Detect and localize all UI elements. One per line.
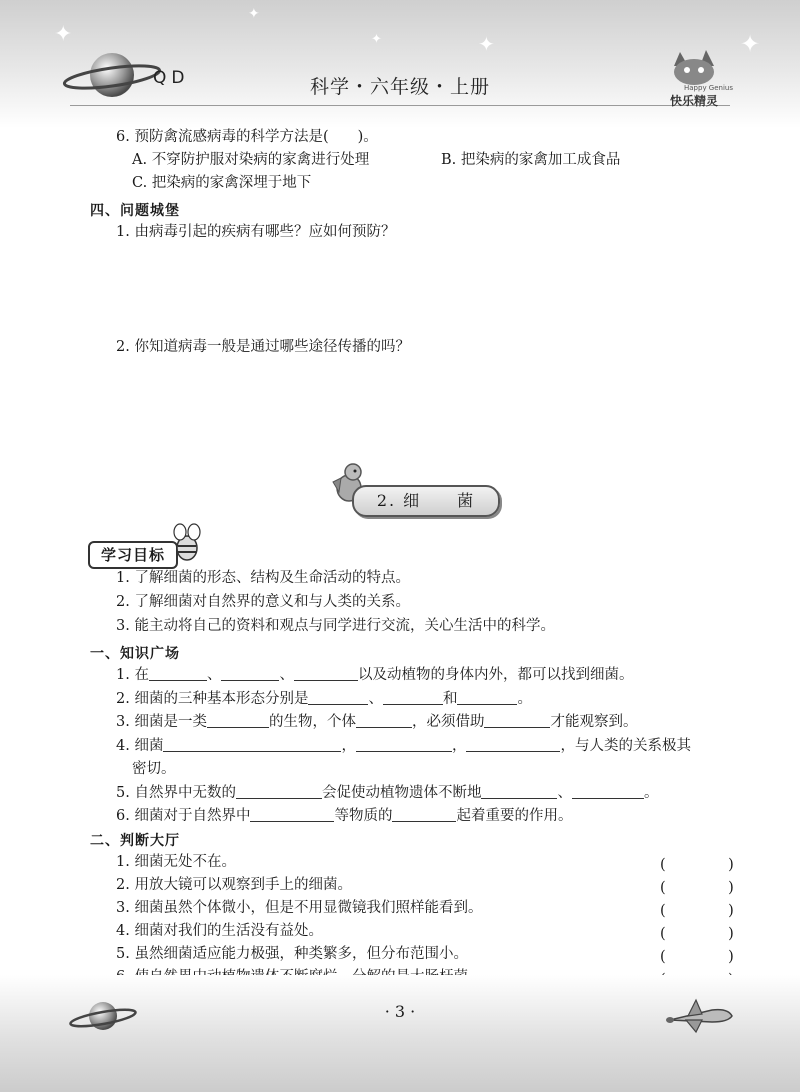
fill-text: 和: [442, 691, 458, 707]
book-title: 科学・六年级・上册: [309, 76, 490, 98]
answer-paren[interactable]: ( ): [660, 903, 758, 919]
fill-text: 的生物，个体: [268, 714, 356, 730]
goal-item: 1. 了解细菌的形态、结构及生命活动的特点。: [116, 570, 410, 586]
fill-line-1: [116, 666, 633, 684]
question-6-stem: 6. 预防禽流感病毒的科学方法是( )。: [116, 129, 378, 145]
answer-blank[interactable]: [163, 737, 341, 752]
fox-mascot-icon: [660, 48, 730, 88]
sparkle-icon: ✦: [371, 32, 382, 47]
fill-text: 6. 细菌对于自然界中: [116, 808, 251, 824]
answer-blank[interactable]: [356, 713, 412, 728]
header-divider: [70, 105, 730, 106]
section-4-question-2: 2. 你知道病毒一般是通过哪些途径传播的吗？: [116, 339, 410, 355]
judge-item: 4. 细菌对我们的生活没有益处。: [116, 923, 323, 939]
fill-line-4-cont: 密切。: [132, 761, 176, 777]
answer-paren[interactable]: ( ): [660, 880, 758, 896]
answer-blank[interactable]: [484, 713, 550, 728]
fill-text: 以及动植物的身体内外，都可以找到细菌。: [357, 667, 634, 683]
fill-line-3: [116, 713, 637, 731]
judge-item: 2. 用放大镜可以观察到手上的细菌。: [116, 877, 352, 893]
fill-line-2: [116, 690, 532, 708]
answer-blank[interactable]: [392, 807, 456, 822]
answer-blank[interactable]: [572, 784, 644, 799]
answer-blank[interactable]: [221, 666, 279, 681]
series-code: QD: [153, 68, 190, 88]
fill-text: 2. 细菌的三种基本形态分别是: [116, 691, 309, 707]
question-6-option-b: B. 把染病的家禽加工成食品: [441, 152, 621, 168]
space-shuttle-icon: [666, 996, 736, 1036]
judge-item: 3. 细菌虽然个体微小，但是不用显微镜我们照样能看到。: [116, 900, 483, 916]
answer-blank[interactable]: [236, 784, 322, 799]
page-header: [0, 0, 800, 128]
fill-text: 。: [517, 691, 532, 707]
fill-text: 才能观察到。: [550, 714, 638, 730]
fill-text: 、: [557, 785, 572, 801]
question-6-option-a: A. 不穿防护服对染病的家禽进行处理: [132, 152, 370, 168]
answer-blank[interactable]: [383, 690, 443, 705]
section-4-title: 四、问题城堡: [90, 203, 180, 219]
learning-goals-label: 学习目标: [88, 541, 178, 569]
answer-blank[interactable]: [457, 690, 517, 705]
answer-paren[interactable]: ( ): [660, 857, 758, 873]
sparkle-icon: ✦: [478, 32, 495, 56]
answer-paren[interactable]: ( ): [660, 949, 758, 965]
answer-blank[interactable]: [250, 807, 334, 822]
page-number: · 3 ·: [384, 1002, 416, 1021]
fill-text: 、: [368, 691, 383, 707]
answer-blank[interactable]: [294, 666, 358, 681]
fill-line-4: [116, 737, 691, 755]
answer-blank[interactable]: [466, 737, 560, 752]
answer-blank[interactable]: [356, 737, 452, 752]
section-1-title: 一、知识广场: [90, 646, 180, 662]
fill-text: 、: [279, 667, 294, 683]
answer-paren[interactable]: ( ): [660, 926, 758, 942]
fill-text: 4. 细菌: [116, 738, 164, 754]
fill-text: 5. 自然界中无数的: [116, 785, 236, 801]
sparkle-icon: ✦: [740, 30, 761, 58]
brand-label: [670, 84, 733, 109]
fill-text: 会促使动植物遗体不断地: [321, 785, 482, 801]
fill-text: ，: [341, 738, 356, 754]
fill-text: 、: [206, 667, 222, 683]
goal-item: 2. 了解细菌对自然界的意义和与人类的关系。: [116, 594, 410, 610]
fill-text: 1. 在: [116, 667, 149, 683]
sparkle-icon: ✦: [54, 22, 73, 47]
section-2-title: 二、判断大厅: [90, 833, 180, 849]
section-4-question-1: 1. 由病毒引起的疾病有哪些？应如何预防？: [116, 224, 396, 240]
lesson-title-banner: 2. 细 菌: [352, 485, 500, 517]
goal-item: 3. 能主动将自己的资料和观点与同学进行交流，关心生活中的科学。: [116, 618, 555, 634]
brand-en: Happy Genius: [684, 84, 734, 92]
fill-line-5: [116, 784, 658, 802]
fill-text: 3. 细菌是一类: [116, 714, 207, 730]
answer-blank[interactable]: [207, 713, 269, 728]
sparkle-icon: ✦: [248, 6, 260, 22]
brand-cn: 快乐精灵: [670, 94, 719, 108]
judge-item: 5. 虽然细菌适应能力极强，种类繁多，但分布范围小。: [116, 946, 468, 962]
fill-text: 起着重要的作用。: [456, 808, 573, 824]
fill-text: ，: [451, 738, 467, 754]
fill-text: 等物质的: [334, 808, 393, 824]
answer-blank[interactable]: [149, 666, 207, 681]
fill-text: ，必须借助: [411, 714, 485, 730]
question-6-option-c: C. 把染病的家禽深埋于地下: [132, 175, 312, 191]
answer-blank[interactable]: [308, 690, 368, 705]
fill-text: 。: [643, 785, 659, 801]
answer-blank[interactable]: [481, 784, 557, 799]
bee-icon: [170, 522, 204, 564]
judge-item: 1. 细菌无处不在。: [116, 854, 236, 870]
fill-text: ，与人类的关系极其: [560, 738, 691, 754]
fill-line-6: [116, 807, 572, 825]
